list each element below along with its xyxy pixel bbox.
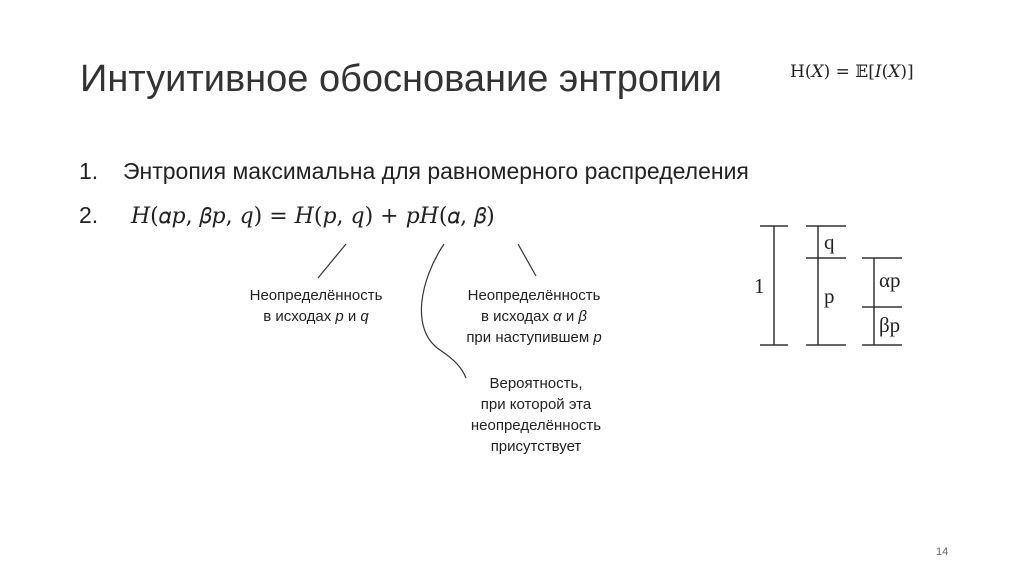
note3-line1: Вероятность, xyxy=(489,375,583,392)
note1-q: q xyxy=(360,308,369,325)
note2-alpha: α xyxy=(553,308,562,325)
list-item-2-number: 2. xyxy=(79,202,99,228)
annotation-note-pq xyxy=(226,285,406,327)
formula-inner-open: ( xyxy=(881,62,889,82)
pointer-line-note2 xyxy=(518,244,536,276)
note2-beta: β xyxy=(578,308,587,325)
diagram-label-q: q xyxy=(824,230,835,254)
page-number: 14 xyxy=(936,546,949,558)
note2-p: p xyxy=(593,329,602,346)
formula-inner: I xyxy=(874,62,882,82)
note2-line3 xyxy=(444,327,624,348)
entropy-grouping-formula: 𝐻(𝛼𝑝, 𝛽𝑝, 𝑞) = 𝐻(𝑝, 𝑞) + 𝑝𝐻(𝛼, 𝛽) xyxy=(131,204,495,229)
note2-line2 xyxy=(444,306,624,327)
note1-and: и xyxy=(343,308,361,325)
diagram-label-total: 1 xyxy=(754,274,765,298)
slide-title: Интуитивное обоснование энтропии xyxy=(80,58,723,100)
note1-pre: в исходах xyxy=(263,308,336,325)
list-item-1-number: 1. xyxy=(79,158,99,184)
diagram-label-beta-p: βp xyxy=(879,313,901,337)
formula-inner-var: X xyxy=(888,62,901,82)
note1-line1: Неопределённость xyxy=(249,287,383,304)
formula-eq: ) = 𝔼[ xyxy=(823,62,875,82)
annotation-note-probability xyxy=(446,373,626,457)
note1-line2 xyxy=(226,306,406,327)
note3-line2: при которой эта xyxy=(480,396,592,413)
note3-line4: присутствует xyxy=(490,438,582,455)
formula-lhs-var: X xyxy=(811,62,824,82)
formula-lhs: H( xyxy=(790,62,812,82)
note2-and: и xyxy=(561,308,579,325)
pointer-line-note1 xyxy=(318,244,346,278)
note2-line3-pre: при наступившем xyxy=(466,329,594,346)
diagram-label-p: p xyxy=(824,284,835,308)
annotation-note-alpha-beta xyxy=(444,285,624,348)
note3-line3: неопределённость xyxy=(470,417,602,434)
note2-line1: Неопределённость xyxy=(467,287,601,304)
list-item-1-text: Энтропия максимальна для равномерного распределения xyxy=(123,158,749,184)
note1-p: p xyxy=(335,308,344,325)
note2-pre: в исходах xyxy=(481,308,554,325)
formula-close: )] xyxy=(900,62,914,82)
diagram-label-alpha-p: αp xyxy=(879,268,901,292)
